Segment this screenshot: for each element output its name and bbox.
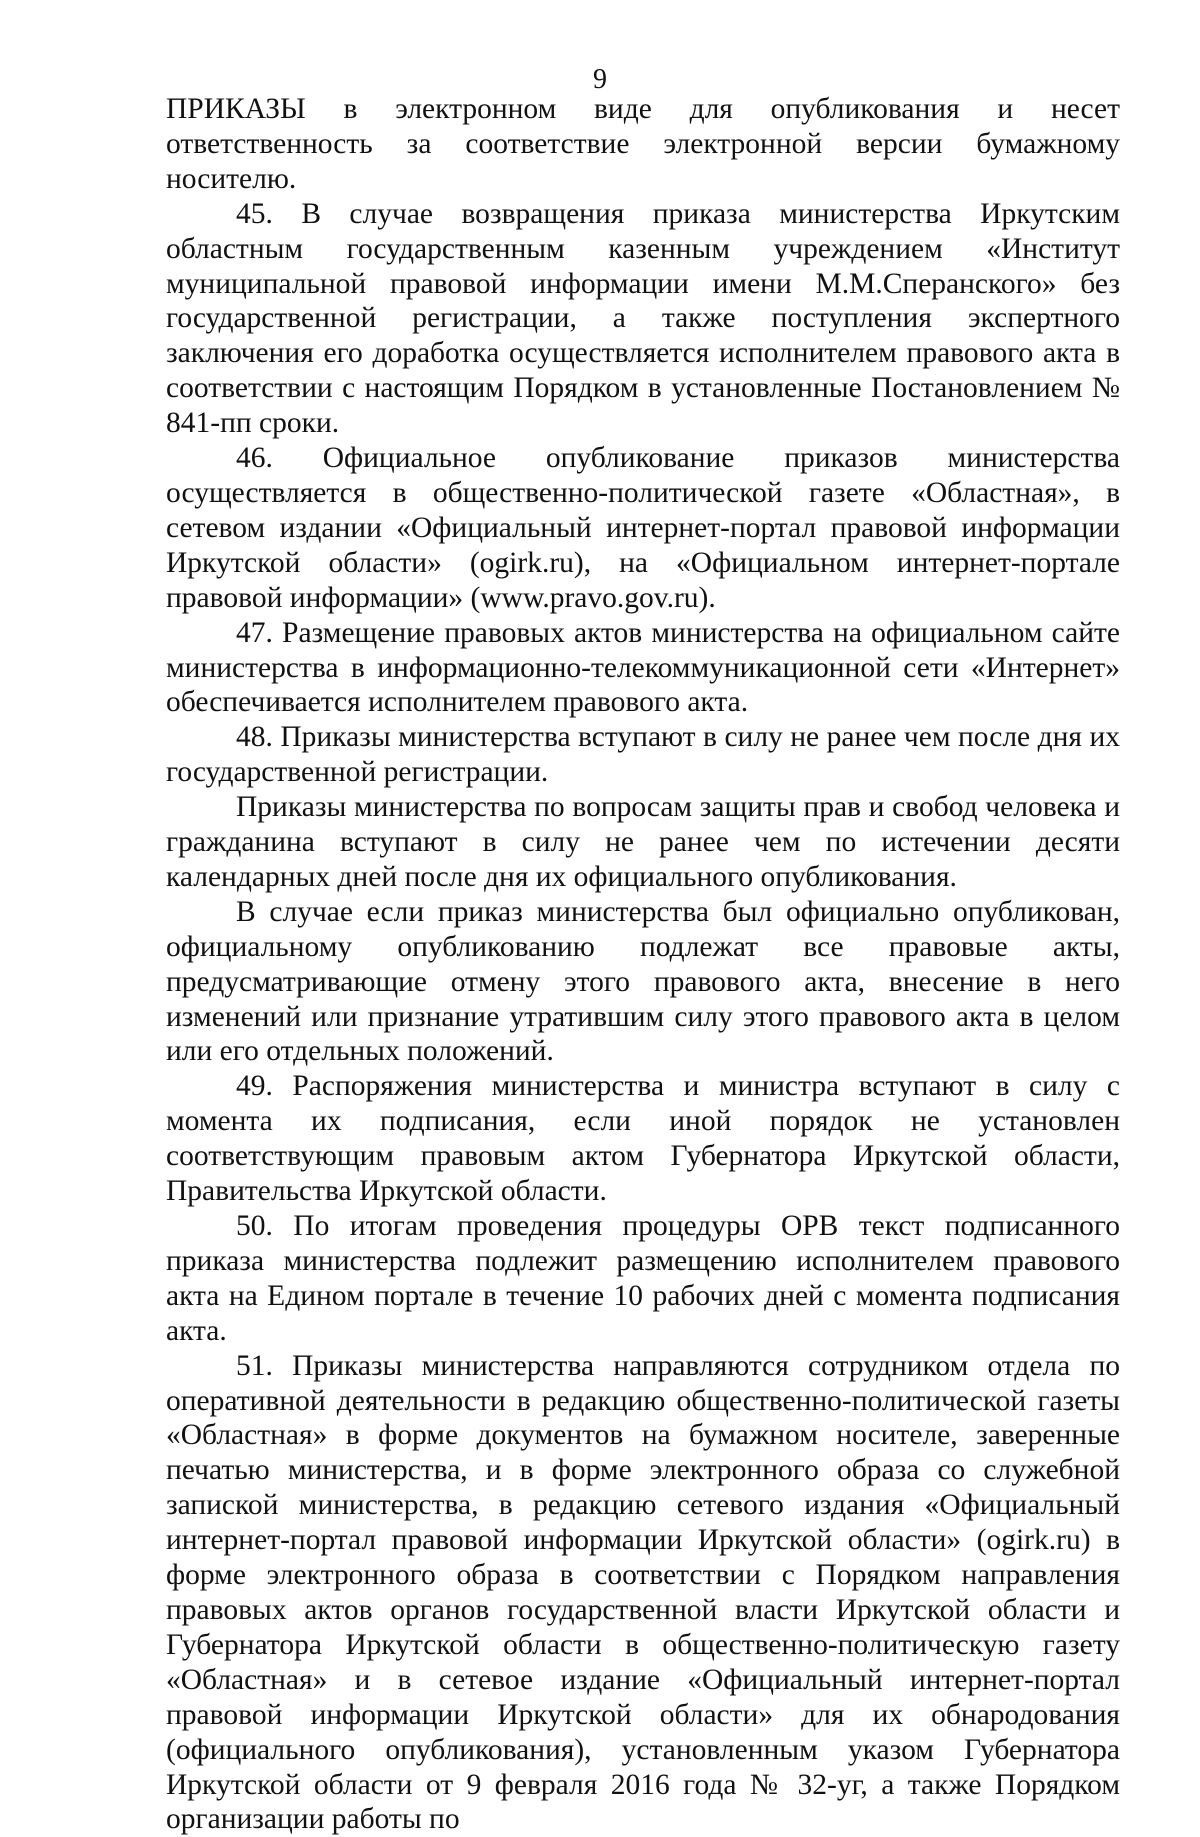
paragraph-49: 49. Распоряжения министерства и министра вступают в силу с момента их подписания, если иной порядок не установлен соответствующим правовым актом Губернатора Иркутской области, Правительства Иркутской области. (166, 1070, 1120, 1208)
paragraph-48: 48. Приказы министерства вступают в силу не ранее чем после дня их государственной регистрации. (166, 721, 1120, 789)
paragraph-50: 50. По итогам проведения процедуры ОРВ текст подписанного приказа министерства подлежит размещению исполнителем правового акта на Едином портале в течение 10 рабочих дней с момента подписания акта. (166, 1210, 1120, 1347)
paragraph-46: 46. Официальное опубликование приказов министерства осуществляется в общественно-политической газете «Областная», в сетевом издании «Официальный интернет-портал правовой информации Иркутской области» (ogirk.ru), на «Официальном интернет-портале правовой информации» (www.pravo.gov.ru). (166, 442, 1120, 614)
document-body (166, 92, 1120, 1837)
paragraph-48-amendments: В случае если приказ министерства был официально опубликован, официальному опубликованию подлежат все правовые акты, предусматривающие отмену этого правового акта, внесение в него изменений или признание утратившим силу этого правового акта в целом или его отдельных положений. (166, 895, 1120, 1068)
page-number: 9 (593, 64, 607, 95)
paragraph-48-human-rights: Приказы министерства по вопросам защиты прав и свобод человека и гражданина вступают в силу не ранее чем по истечении десяти календарных дней после дня их официального опубликования. (166, 791, 1120, 893)
paragraph-51: 51. Приказы министерства направляются сотрудником отдела по оперативной деятельности в редакцию общественно-политической газеты «Областная» в форме документов на бумажном носителе, заверенные печатью министерства, и в форме электронного образа со служебной запиской министерства, в редакцию сетевого издания «Официальный интернет-портал правовой информации Иркутской области» (ogirk.ru) в форме электронного образа в соответствии с Порядком направления правовых актов органов государственной власти Иркутской области и Губернатора Иркутской области в общественно-политическую газету «Областная» и в сетевое издание «Официальный интернет-портал правовой информации Иркутской области» для их обнародования (официального опубликования), установленным указом Губернатора Иркутской области от 9 февраля 2016 года № 32-уг, а также Порядком организации работы по (166, 1349, 1120, 1836)
paragraph-continuation: ПРИКАЗЫ в электронном виде для опубликования и несет ответственность за соответствие электронной версии бумажному носителю. (166, 93, 1120, 195)
paragraph-45: 45. В случае возвращения приказа министерства Иркутским областным государственным казенным учреждением «Институт муниципальной правовой информации имени М.М.Сперанского» без государственной регистрации, а также поступления экспертного заключения его доработка осуществляется исполнителем правового акта в соответствии с настоящим Порядком в установленные Постановлением № 841-пп сроки. (166, 197, 1120, 440)
paragraph-47: 47. Размещение правовых актов министерства на официальном сайте министерства в информационно-телекоммуникационной сети «Интернет» обеспечивается исполнителем правового акта. (166, 616, 1120, 719)
